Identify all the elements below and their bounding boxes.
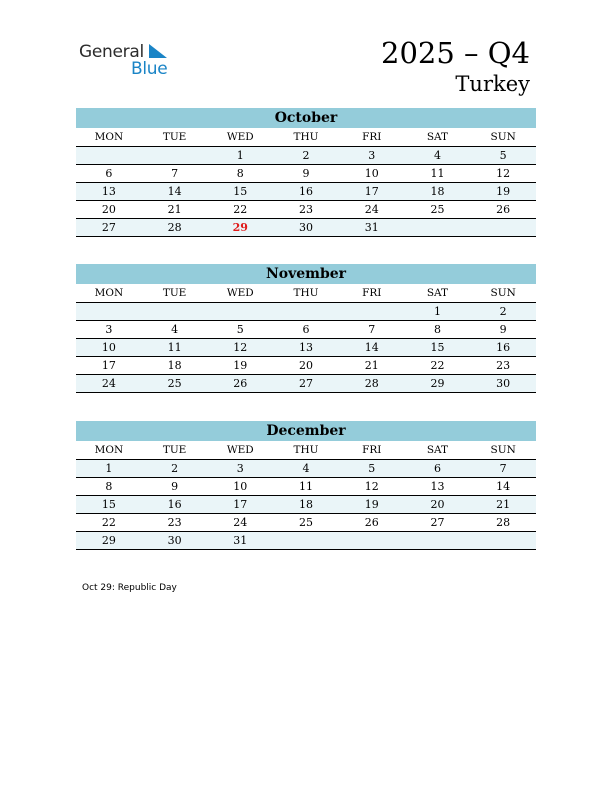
weekday-label: MON — [94, 444, 124, 456]
day-cell: 6 — [433, 462, 441, 475]
day-cell: 27 — [430, 516, 445, 529]
day-cell: 16 — [299, 185, 314, 198]
generalblue-logo — [79, 42, 179, 82]
week-row — [76, 165, 536, 183]
day-cell — [273, 303, 339, 320]
day-cell — [339, 303, 405, 320]
day-cell: 5 — [499, 149, 507, 162]
day-cell: 20 — [101, 203, 116, 216]
weekday-label: FRI — [362, 444, 382, 456]
weekday-label: WED — [226, 444, 254, 456]
day-cell: 7 — [171, 167, 179, 180]
day-cell: 30 — [496, 377, 511, 390]
weekday-label: SUN — [490, 287, 516, 299]
day-cell: 27 — [101, 221, 116, 234]
week-row — [76, 147, 536, 165]
holiday-note: Oct 29: Republic Day — [82, 583, 177, 593]
day-cell: 18 — [299, 498, 314, 511]
day-cell: 11 — [299, 480, 314, 493]
weekday-label: WED — [226, 287, 254, 299]
weekday-label: SUN — [490, 444, 516, 456]
day-cell: 31 — [233, 534, 248, 547]
day-cell: 15 — [233, 185, 248, 198]
day-cell: 10 — [233, 480, 248, 493]
day-cell: 4 — [302, 462, 310, 475]
week-row — [76, 460, 536, 478]
day-cell: 30 — [167, 534, 182, 547]
day-cell: 31 — [364, 221, 379, 234]
day-cell — [405, 219, 471, 236]
weekday-label: SAT — [426, 287, 449, 299]
day-cell: 17 — [364, 185, 379, 198]
day-cell: 23 — [167, 516, 182, 529]
holiday-day-cell: 29 — [232, 221, 248, 234]
day-cell: 16 — [167, 498, 182, 511]
week-row — [76, 339, 536, 357]
day-cell: 30 — [299, 221, 314, 234]
day-cell — [470, 532, 536, 549]
day-cell: 24 — [101, 377, 116, 390]
logo-text-general: General — [79, 42, 144, 62]
month-title: October — [76, 108, 536, 128]
week-row — [76, 496, 536, 514]
day-cell: 7 — [368, 323, 376, 336]
month-december — [76, 421, 536, 550]
day-cell: 21 — [167, 203, 182, 216]
day-cell: 13 — [101, 185, 116, 198]
day-cell: 2 — [171, 462, 179, 475]
month-title: November — [76, 264, 536, 284]
week-row — [76, 532, 536, 550]
day-cell: 22 — [233, 203, 248, 216]
week-row — [76, 357, 536, 375]
day-cell: 16 — [496, 341, 511, 354]
day-cell: 22 — [101, 516, 116, 529]
weekday-header-row — [76, 128, 536, 147]
weekday-label: FRI — [362, 287, 382, 299]
weekday-label: SAT — [426, 444, 449, 456]
day-cell — [470, 219, 536, 236]
day-cell: 18 — [167, 359, 182, 372]
weekday-label: SUN — [490, 131, 516, 143]
day-cell: 23 — [299, 203, 314, 216]
day-cell: 2 — [499, 305, 507, 318]
day-cell: 6 — [302, 323, 310, 336]
day-cell: 24 — [364, 203, 379, 216]
day-cell: 26 — [496, 203, 511, 216]
month-october — [76, 108, 536, 237]
weekday-label: MON — [94, 287, 124, 299]
day-cell — [142, 303, 208, 320]
week-row — [76, 375, 536, 393]
day-cell — [142, 147, 208, 164]
day-cell: 13 — [430, 480, 445, 493]
weekday-header-row — [76, 441, 536, 460]
day-cell — [76, 303, 142, 320]
day-cell: 11 — [167, 341, 182, 354]
day-cell: 15 — [430, 341, 445, 354]
day-cell: 17 — [101, 359, 116, 372]
day-cell: 26 — [233, 377, 248, 390]
week-row — [76, 201, 536, 219]
day-cell: 12 — [233, 341, 248, 354]
day-cell: 25 — [430, 203, 445, 216]
week-row — [76, 183, 536, 201]
day-cell: 29 — [430, 377, 445, 390]
day-cell: 11 — [430, 167, 445, 180]
weekday-label: THU — [293, 444, 319, 456]
day-cell: 19 — [364, 498, 379, 511]
day-cell: 28 — [364, 377, 379, 390]
day-cell: 8 — [236, 167, 244, 180]
day-cell: 25 — [167, 377, 182, 390]
day-cell: 18 — [430, 185, 445, 198]
day-cell: 4 — [171, 323, 179, 336]
day-cell: 5 — [236, 323, 244, 336]
day-cell: 23 — [496, 359, 511, 372]
weekday-label: SAT — [426, 131, 449, 143]
day-cell: 15 — [101, 498, 116, 511]
weekday-label: WED — [226, 131, 254, 143]
day-cell — [76, 147, 142, 164]
weekday-label: FRI — [362, 131, 382, 143]
day-cell: 9 — [171, 480, 179, 493]
day-cell: 14 — [167, 185, 182, 198]
day-cell: 28 — [496, 516, 511, 529]
day-cell: 6 — [105, 167, 113, 180]
day-cell: 9 — [499, 323, 507, 336]
day-cell — [339, 532, 405, 549]
week-row — [76, 303, 536, 321]
logo-text-blue: Blue — [131, 59, 168, 79]
day-cell: 2 — [302, 149, 310, 162]
week-row — [76, 478, 536, 496]
day-cell: 1 — [433, 305, 441, 318]
day-cell: 5 — [368, 462, 376, 475]
day-cell: 3 — [236, 462, 244, 475]
day-cell: 26 — [364, 516, 379, 529]
day-cell: 14 — [364, 341, 379, 354]
day-cell: 21 — [364, 359, 379, 372]
day-cell: 22 — [430, 359, 445, 372]
day-cell: 10 — [364, 167, 379, 180]
day-cell: 8 — [105, 480, 113, 493]
day-cell: 8 — [433, 323, 441, 336]
day-cell: 24 — [233, 516, 248, 529]
day-cell: 29 — [101, 534, 116, 547]
day-cell: 21 — [496, 498, 511, 511]
weekday-label: THU — [293, 287, 319, 299]
day-cell: 27 — [299, 377, 314, 390]
day-cell — [273, 532, 339, 549]
day-cell: 7 — [499, 462, 507, 475]
day-cell: 1 — [105, 462, 113, 475]
week-row — [76, 514, 536, 532]
day-cell: 25 — [299, 516, 314, 529]
weekday-label: TUE — [162, 444, 187, 456]
weekday-header-row — [76, 284, 536, 303]
day-cell — [207, 303, 273, 320]
day-cell: 10 — [101, 341, 116, 354]
day-cell: 28 — [167, 221, 182, 234]
month-november — [76, 264, 536, 393]
day-cell: 3 — [368, 149, 376, 162]
day-cell — [405, 532, 471, 549]
weekday-label: THU — [293, 131, 319, 143]
country-name: Turkey — [455, 72, 530, 96]
day-cell: 1 — [236, 149, 244, 162]
weekday-label: TUE — [162, 131, 187, 143]
day-cell: 12 — [364, 480, 379, 493]
day-cell: 9 — [302, 167, 310, 180]
day-cell: 20 — [430, 498, 445, 511]
week-row — [76, 219, 536, 237]
day-cell: 19 — [233, 359, 248, 372]
day-cell: 12 — [496, 167, 511, 180]
month-title: December — [76, 421, 536, 441]
weekday-label: MON — [94, 131, 124, 143]
day-cell: 14 — [496, 480, 511, 493]
day-cell: 20 — [299, 359, 314, 372]
day-cell: 17 — [233, 498, 248, 511]
logo-triangle-icon — [149, 44, 169, 60]
day-cell: 19 — [496, 185, 511, 198]
day-cell: 13 — [299, 341, 314, 354]
day-cell: 3 — [105, 323, 113, 336]
day-cell: 4 — [433, 149, 441, 162]
weekday-label: TUE — [162, 287, 187, 299]
page-title: 2025 – Q4 — [381, 36, 530, 70]
week-row — [76, 321, 536, 339]
